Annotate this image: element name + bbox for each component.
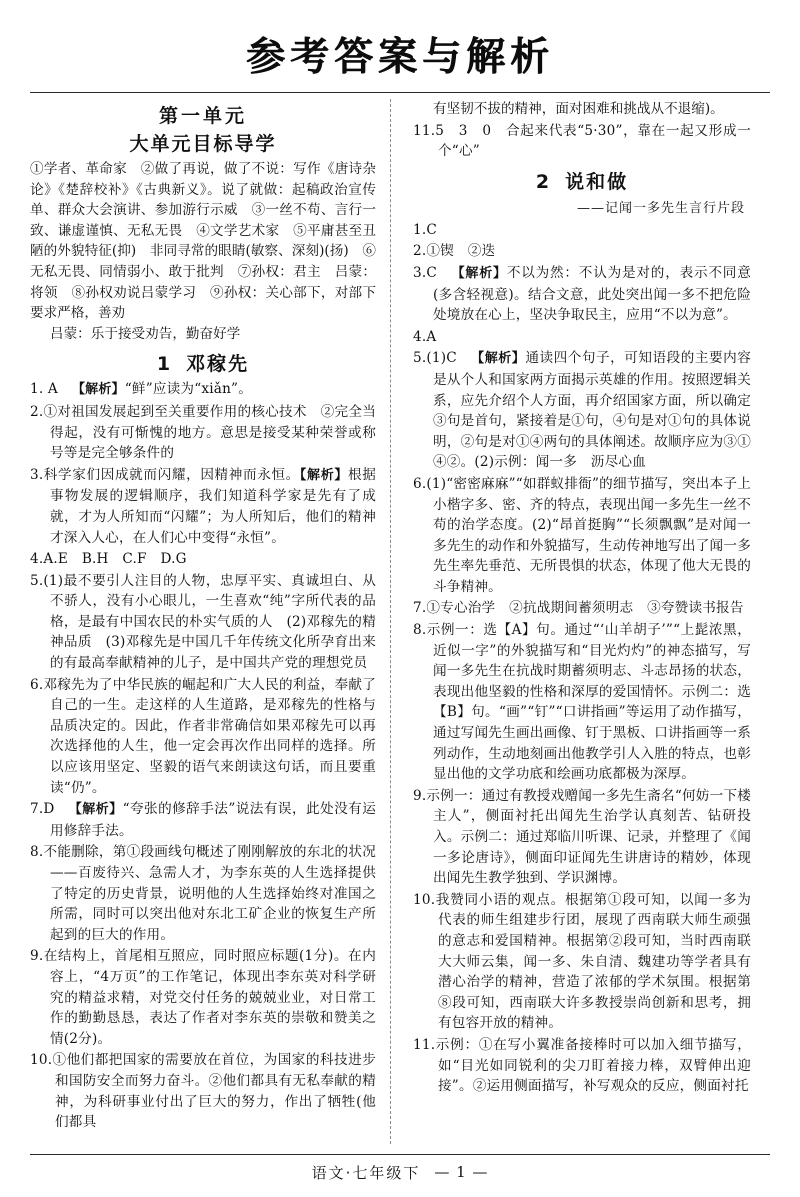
answer-item	[413, 474, 751, 598]
answer-item	[413, 241, 751, 262]
lesson-number: 2	[535, 170, 552, 193]
answer-item	[30, 799, 376, 841]
answer-item	[413, 1035, 751, 1097]
lesson-subtitle: ——记闻一多先生言行片段	[576, 200, 745, 216]
unit-subtitle: 大单元目标导学	[129, 133, 277, 155]
answer-number: 1.	[30, 381, 44, 398]
guide-paragraph-2: 吕蒙：乐于接受劝告，勤奋好学	[50, 325, 241, 342]
unit-title: 第一单元	[158, 105, 247, 127]
answer-text: (1)最不要引人注目的人物，忠厚平实、真诚坦白、从不骄人，没有小心眼儿，一生喜欢“纯”字所代表的品格，是最有中国农民的朴实气质的人 (2)邓稼先的精神品质 (3)邓稼先是中国几千年传统文化所孕育出来的有最高奉献精神的儿子，是中国共产党的理想党员	[43, 572, 376, 672]
answer-item	[30, 675, 376, 799]
answer-text: 示例一：选【A】句。通过“‘山羊胡子’”“上髭浓黑，近似一字”的外貌描写和“目光灼灼”的神态描写，写闻一多先生在抗战时期蓄须明志、斗志昂扬的状态，表现出他坚毅的性格和深厚的爱国情怀。示例二：选【B】句。“画”“钉”“口讲指画”等运用了动作描写，通过写闻先生画出画像、钉于黑板、口讲指画等一系列动作，生动地刻画出他教学引人入胜的特点，也彰显出他的文学功底和绘画功底都极为深厚。	[426, 622, 751, 783]
lesson-heading-2	[413, 167, 751, 194]
answer-text: 根据事物发展的逻辑顺序，我们知道科学家是先有了成就，才为人所知而“闪耀”；为人所知后，他们的精神才深入人心，在人们心中变得“永恒”。	[50, 466, 376, 546]
lesson-heading-1	[30, 349, 376, 376]
answer-item	[30, 571, 376, 674]
page-title: 参考答案与解析	[245, 34, 554, 80]
answer-number: 11.	[413, 1036, 436, 1053]
footer-subject-label: 语文·七年级下	[311, 1163, 421, 1182]
answer-number: 3.	[413, 264, 427, 281]
answer-item	[413, 121, 751, 162]
answer-item	[413, 220, 751, 241]
answer-number: 9.	[413, 787, 427, 804]
answer-text: 通读四个句子，可知语段的主要内容是从个人和国家两方面揭示英雄的作用。按照逻辑关系，应先介绍个人方面，再介绍国家方面，所以确定③句是首句，紧接着是①句，④句是对①句的具体说明，②句是对①④两句的具体阐述。故顺序应为③①④②。(2)示例：闻一多 沥尽心血	[433, 350, 751, 471]
two-column-body	[30, 93, 770, 1143]
answer-number: 3.	[30, 466, 44, 483]
analysis-tag: 【解析】	[71, 382, 125, 398]
answer-number: 8.	[413, 622, 427, 639]
answer-number: 11.	[413, 122, 436, 139]
answer-item	[413, 327, 751, 348]
answer-text: ①锲 ②迭	[426, 243, 496, 260]
answer-item	[413, 598, 751, 619]
analysis-tag: 【解析】	[470, 351, 526, 367]
answer-number: 7.	[30, 801, 44, 818]
column-divider	[390, 99, 391, 1144]
answer-number: 2.	[30, 403, 44, 420]
right-column	[393, 99, 751, 1143]
answer-text: (1)“密密麻麻”“如群蚁排衙”的细节描写，突出本子上小楷字多、密、齐的特点，表现出闻一多先生一丝不苟的治学态度。(2)“昂首挺胸”“长须飘飘”是对闻一多先生的动作和外貌描写，生动传神地写出了闻一多先生率先垂范、无所畏惧的状态，体现了他大无畏的斗争精神。	[426, 475, 751, 595]
answer-value: A	[47, 381, 58, 398]
answer-number: 5.	[413, 350, 427, 367]
answer-item	[413, 786, 751, 889]
lesson-name: 邓稼先	[186, 353, 250, 376]
answer-item	[413, 620, 751, 785]
footer-divider	[30, 1154, 770, 1155]
answer-number: 8.	[30, 844, 44, 861]
answer-item	[30, 1050, 376, 1132]
answer-item	[30, 402, 376, 464]
continuation-text: 有坚韧不拔的精神，面对困难和挑战从不退缩)。	[433, 101, 724, 117]
answer-text: 在结构上，首尾相互照应，同时照应标题(1分)。在内容上，“4万页”的工作笔记，体现出李东英对科学研究的精益求精，对党交付任务的兢兢业业，对日常工作的勤勤恳恳，表达了作者对李东英的崇敬和赞美之情(2分)。	[43, 948, 376, 1047]
answer-item	[413, 890, 751, 1034]
answer-item	[413, 263, 751, 326]
answer-text: 邓稼先为了中华民族的崛起和广大人民的利益，奉献了自己的一生。走这样的人生道路，是邓稼先的性格与品质决定的。因此，作者非常确信如果邓稼先可以再次选择他的人生，他一定会再次作出同样的选择。所以应该用坚定、坚毅的语气来朗读这句话，而且要重读“仍”。	[43, 676, 376, 796]
analysis-tag: 【解析】	[450, 265, 507, 281]
answer-item	[30, 946, 376, 1049]
answer-text: “夸张的修辞手法”说法有误，此处没有运用修辞手法。	[50, 801, 376, 839]
answer-value: C	[426, 264, 437, 281]
answer-text: 示例一：通过有教授戏赠闻一多先生斋名“何妨一下楼主人”，侧面衬托出闻先生治学认真刻苦、钻研投入。示例二：通过郑临川听课、记录，并整理了《闻一多论唐诗》，侧面印证闻先生讲唐诗的精妙，体现出闻先生教学独到、学识渊博。	[426, 787, 751, 887]
analysis-tag: 【解析】	[299, 467, 348, 483]
answer-number: 6.	[30, 676, 44, 693]
answer-text: 不以为然：不认为是对的，表示不同意(多含轻视意)。结合文意，此处突出闻一多不把危险处境放在心上，坚决争取民主，应用“不以为意”。	[433, 264, 751, 324]
answer-number: 4.	[30, 551, 44, 568]
answer-number: 10.	[30, 1052, 53, 1069]
answer-text: ①专心治学 ②抗战期间蓄须明志 ③夸赞读书报告	[426, 600, 744, 617]
answer-text: “鲜”应读为“xiǎn”。	[124, 381, 252, 398]
answer-text: C	[426, 221, 437, 238]
answer-text: 5 3 0 合起来代表“5·30”，靠在一起又形成一个“心”	[435, 122, 751, 160]
answer-item	[30, 465, 376, 548]
answer-item	[413, 348, 751, 473]
answer-value: (1)C	[426, 350, 457, 367]
answer-text: 我赞同小语的观点。根据第①段可知，以闻一多为代表的师生组建步行团，展现了西南联大师生顽强的意志和爱国精神。根据第②段可知，当时西南联大大师云集，闻一多、朱自清、魏建功等学者具有潜心治学的精神，营造了浓郁的学术氛围。根据第⑧段可知，西南联大许多教授崇尚创新和思考，拥有包容开放的精神。	[435, 891, 751, 1032]
answer-text: 不能删除，第①段画线句概述了刚刚解放的东北的状况——百废待兴、急需人才，为李东英的人生选择提供了特定的历史背景，说明他的人生选择始终对准国之所需，同时可以突出他对东北工矿企业的恢复生产所起到的巨大的作用。	[43, 844, 376, 943]
footer-page-number: — 1 —	[434, 1163, 489, 1181]
page-footer	[0, 1157, 800, 1187]
answer-text: A.E B.H C.F D.G	[43, 551, 187, 568]
answer-text: 示例：①在写小翼准备接棒时可以加入细节描写，如“目光如同锐利的尖刀盯着接力棒，双臂伸出迎接”。②运用侧面描写，补写观众的反应，侧面衬托	[435, 1036, 751, 1095]
answer-number: 7.	[413, 600, 427, 617]
analysis-tag: 【解析】	[68, 802, 123, 818]
lesson-number: 1	[156, 353, 173, 376]
answer-value: 科学家们因成就而闪耀，因精神而永恒。	[43, 466, 300, 483]
answer-text: A	[426, 328, 437, 345]
answer-item	[30, 842, 376, 945]
answer-number: 10.	[413, 891, 436, 908]
lesson-name: 说和做	[565, 170, 629, 193]
left-column	[30, 99, 388, 1143]
answer-text: ①对祖国发展起到至关重要作用的核心技术 ②完全当得起，没有可惭愧的地方。意思是接受某种荣誉或称号等是完全够条件的	[43, 403, 376, 462]
answer-value: D	[43, 801, 55, 818]
answer-number: 2.	[413, 243, 427, 260]
answer-item	[30, 549, 376, 570]
answer-number: 5.	[30, 572, 44, 589]
answer-number: 4.	[413, 328, 427, 345]
answer-item	[30, 379, 376, 401]
answer-number: 1.	[413, 221, 427, 238]
guide-paragraph-1: ①学者、革命家 ②做了再说，做了不说：写作《唐诗杂论》《楚辞校补》《古典新义》。说了就做：起稿政治宣传单、群众大会演讲、参加游行示威 ③一丝不苟、言行一致、谦虚谨慎、无私无畏 ④文学艺术家 ⑤平庸甚至丑陋的外貌特征(抑) 非同寻常的眼睛(敏察、深刻)(扬) ⑥无私无畏、同情弱小、敢于批判 ⑦孙权：君主 吕蒙：将领 ⑧孙权劝说吕蒙学习 ⑨孙权：关心部下，对部下要求严格，善劝	[30, 161, 376, 322]
answer-number: 6.	[413, 475, 427, 492]
answer-text: ①他们都把国家的需要放在首位，为国家的科技进步和国防安全而努力奋斗。②他们都具有无私奉献的精神，为科研事业付出了巨大的努力，作出了牺牲(他们都具	[52, 1052, 376, 1131]
answer-number: 9.	[30, 948, 44, 965]
